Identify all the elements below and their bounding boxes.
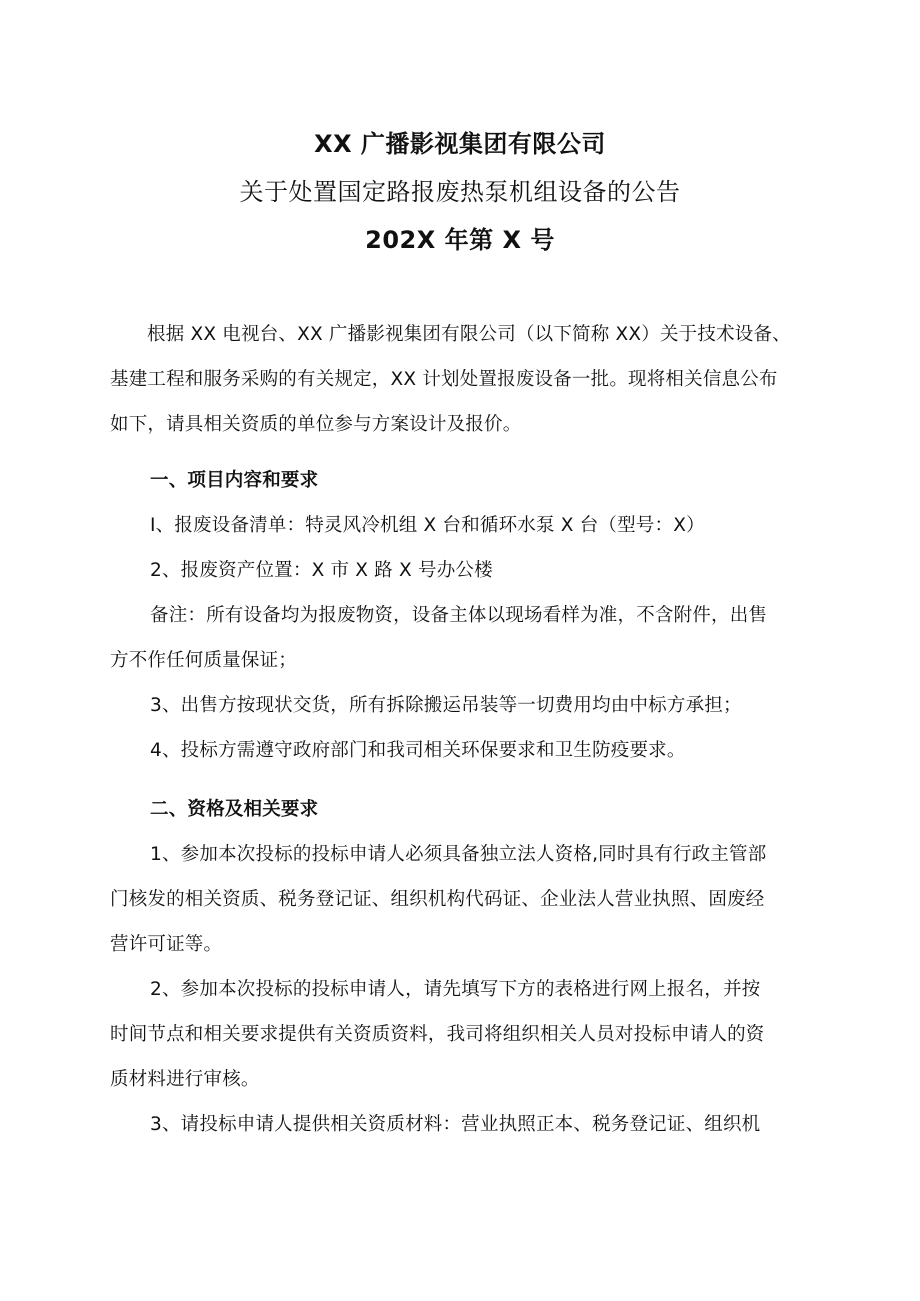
section-2-heading: 二、资格及相关要求 (150, 799, 319, 820)
notice-subject: 关于处置国定路报废热泵机组设备的公告 (239, 178, 681, 206)
intro-line-2: 基建工程和服务采购的有关规定，XX 计划处置报废设备一批。现将相关信息公布 (110, 369, 778, 390)
section-2-item-2-line-3: 质材料进行审核。 (110, 1069, 260, 1090)
title-block (0, 120, 920, 264)
section-2-item-3-line-1: 3、请投标申请人提供相关资质材料：营业执照正本、税务登记证、组织机 (150, 1114, 761, 1135)
section-1-note-line-1: 备注：所有设备均为报废物资，设备主体以现场看样为准，不含附件，出售 (150, 605, 768, 626)
intro-line-3: 如下，请具相关资质的单位参与方案设计及报价。 (110, 414, 522, 435)
issue-number: 202X 年第 X 号 (365, 226, 555, 254)
section-1-item-4: 4、投标方需遵守政府部门和我司相关环保要求和卫生防疫要求。 (150, 740, 686, 761)
section-2-item-1-line-3: 营许可证等。 (110, 934, 223, 955)
section-2-item-1-line-2: 门核发的相关资质、税务登记证、组织机构代码证、企业法人营业执照、固废经 (110, 889, 765, 910)
section-1-item-2: 2、报废资产位置：X 市 X 路 X 号办公楼 (150, 560, 493, 581)
section-2-item-2-line-2: 时间节点和相关要求提供有关资质资料，我司将组织相关人员对投标申请人的资 (110, 1024, 765, 1045)
intro-paragraph (110, 312, 828, 447)
intro-line-1: 根据 XX 电视台、XX 广播影视集团有限公司（以下简称 XX）关于技术设备、 (147, 324, 791, 345)
section-2 (110, 787, 828, 1147)
section-1-heading: 一、项目内容和要求 (150, 470, 319, 491)
section-1-item-3: 3、出售方按现状交货，所有拆除搬运吊装等一切费用均由中标方承担； (150, 695, 742, 716)
section-1-note-line-2: 方不作任何质量保证； (110, 650, 298, 671)
company-title: XX 广播影视集团有限公司 (314, 130, 606, 158)
section-1-item-1: I、报废设备清单：特灵风冷机组 X 台和循环水泵 X 台（型号：X） (150, 515, 705, 536)
section-1 (110, 458, 828, 773)
section-2-item-1-line-1: 1、参加本次投标的投标申请人必须具备独立法人资格,同时具有行政主管部 (150, 844, 767, 865)
section-2-item-2-line-1: 2、参加本次投标的投标申请人，请先填写下方的表格进行网上报名，并按 (150, 979, 761, 1000)
